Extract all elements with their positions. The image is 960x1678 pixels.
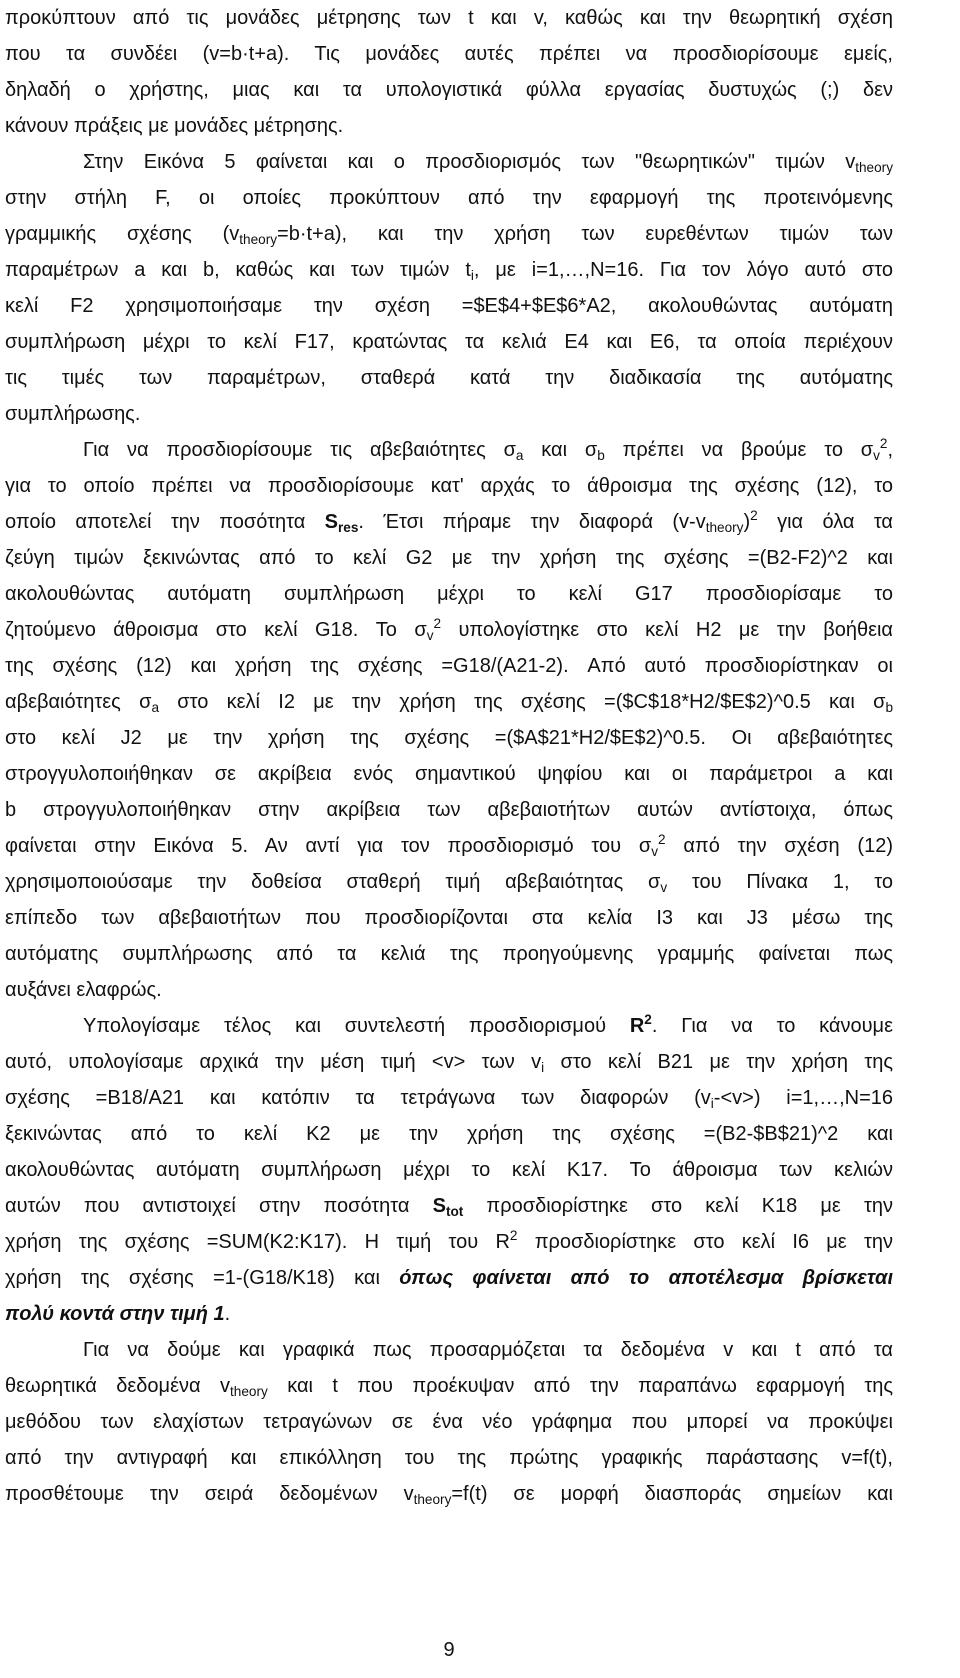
text-run: στρογγυλοποιήθηκαν σε ακρίβεια ενός σημαντικού ψηφίου και οι παράμετροι a και (5, 763, 893, 785)
text-line (5, 1008, 893, 1044)
text-run: που τα συνδέει (v=b·t+a). Τις μονάδες αυτές πρέπει να προσδιορίσουμε εμείς, (5, 43, 893, 65)
superscript-text: 2 (658, 831, 666, 847)
bold-text: R (629, 1015, 645, 1037)
text-run: υπολογίστηκε στο κελί H2 με την βοήθεια (441, 619, 893, 641)
paragraph (5, 0, 893, 144)
subscript-text: i (710, 1096, 714, 1112)
text-run: =f(t) σε μορφή διασποράς σημείων και (451, 1483, 893, 1505)
subscript-text: a (515, 448, 524, 464)
text-run: Στην Εικόνα 5 φαίνεται και ο προσδιορισμός των "θεωρητικών" τιμών v (83, 151, 856, 173)
text-line (5, 720, 893, 756)
text-line (5, 540, 893, 576)
subscript-text: b (885, 700, 893, 716)
text-line (5, 72, 893, 108)
text-run: μεθόδου των ελαχίστων τετραγώνων σε ένα νέο γράφημα που μπορεί να προκύψει (5, 1411, 893, 1433)
text-run: ) (743, 511, 751, 533)
text-run: πρέπει να βρούμε το σ (604, 439, 874, 461)
text-run: ακολουθώντας αυτόματη συμπλήρωση μέχρι το κελί K17. Το άθροισμα των κελιών (5, 1159, 893, 1181)
text-run: Για να προσδιορίσουμε τις αβεβαιότητες σ (83, 439, 516, 461)
text-run: και σ (523, 439, 598, 461)
bold-text: S (432, 1195, 446, 1217)
text-run: χρήση της σχέσης =1-(G18/K18) και (5, 1267, 400, 1289)
text-line (5, 324, 893, 360)
subscript-text: v (651, 844, 659, 860)
text-run: αυτό, υπολογίσαμε αρχικά την μέση τιμή <v> των v (5, 1051, 542, 1073)
paragraph (5, 144, 893, 432)
text-run: συμπλήρωση μέχρι το κελί F17, κρατώντας τα κελιά E4 και E6, τα οποία περιέχουν (5, 331, 893, 353)
text-run: για το οποίο πρέπει να προσδιορίσουμε κατ' αρχάς το άθροισμα της σχέσης (12), το (5, 475, 893, 497)
text-line (5, 900, 893, 936)
subscript-text: theory (229, 1384, 268, 1400)
text-run: οποίο αποτελεί την ποσότητα (5, 511, 325, 533)
text-line (5, 108, 893, 144)
text-line (5, 972, 893, 1008)
text-run: φαίνεται στην Εικόνα 5. Αν αντί για τον προσδιορισμό του σ (5, 835, 652, 857)
text-line (5, 1296, 893, 1332)
text-run: γραμμικής σχέσης (v (5, 223, 240, 245)
subscript-text: v (426, 628, 434, 644)
subscript-text: v (660, 880, 668, 896)
text-line (5, 216, 893, 252)
text-run: προσδιορίστηκε στο κελί K18 με την (463, 1195, 893, 1217)
text-run: προσθέτουμε την σειρά δεδομένων v (5, 1483, 414, 1505)
text-run: σχέσης =B18/A21 και κατόπιν τα τετράγωνα των διαφορών (v (5, 1087, 711, 1109)
text-line (5, 468, 893, 504)
bold-italic-text: πολύ κοντά στην τιμή 1 (5, 1303, 225, 1325)
text-run: ξεκινώντας από το κελί K2 με την χρήση της σχέσης =(B2-$B$21)^2 και (5, 1123, 893, 1145)
text-line (5, 1224, 893, 1260)
text-run: ακολουθώντας αυτόματη συμπλήρωση μέχρι το κελί G17 προσδιορίσαμε το (5, 583, 893, 605)
bold-text: S (324, 511, 338, 533)
text-line (5, 0, 893, 36)
text-line (5, 1080, 893, 1116)
text-line (5, 432, 893, 468)
text-run: επίπεδο των αβεβαιοτήτων που προσδιορίζονται στα κελία I3 και J3 μέσω της (5, 907, 893, 929)
text-run: . Έτσι πήραμε την διαφορά (v-v (358, 511, 706, 533)
text-run: ζητούμενο άθροισμα στο κελί G18. Το σ (5, 619, 427, 641)
bold-italic-text: όπως φαίνεται από το αποτέλεσμα βρίσκεται (399, 1267, 893, 1289)
text-line (5, 1332, 893, 1368)
subscript-text: b (597, 448, 605, 464)
subscript-text: a (151, 700, 159, 716)
text-run: για όλα τα (757, 511, 893, 533)
subscript-text: theory (705, 520, 744, 536)
page-body (5, 0, 893, 1512)
text-run: στο κελί J2 με την χρήση της σχέσης =($A$21*H2/$E$2)^0.5. Οι αβεβαιότητες (5, 727, 893, 749)
text-line (5, 504, 893, 540)
text-run: . (224, 1303, 231, 1325)
text-run: χρήση της σχέσης =SUM(K2:K17). Η τιμή του R (5, 1231, 510, 1253)
text-run: τις τιμές των παραμέτρων, σταθερά κατά την διαδικασία της αυτόματης (5, 367, 893, 389)
subscript-text: i (541, 1060, 545, 1076)
text-run: αυτόματης συμπλήρωσης από τα κελιά της προηγούμενης γραμμής φαίνεται πως (5, 943, 893, 965)
text-run: , (887, 439, 893, 461)
text-line (5, 360, 893, 396)
text-run: της σχέσης (12) και χρήση της σχέσης =G18/(A21-2). Από αυτό προσδιορίστηκαν οι (5, 655, 893, 677)
subscript-text: i (470, 268, 474, 284)
text-run: =b·t+a), και την χρήση των ευρεθέντων τιμών των (277, 223, 893, 245)
text-run: από την σχέση (12) (665, 835, 893, 857)
text-run: προκύπτουν από τις μονάδες μέτρησης των t και v, καθώς και την θεωρητική σχέση (5, 7, 893, 29)
text-line (5, 1044, 893, 1080)
text-run: προσδιορίστηκε στο κελί I6 με την (517, 1231, 893, 1253)
text-line (5, 1368, 893, 1404)
text-line (5, 1260, 893, 1296)
text-line (5, 144, 893, 180)
text-line (5, 1404, 893, 1440)
superscript-text: 2 (879, 435, 888, 451)
text-run: . Για να το κάνουμε (651, 1015, 893, 1037)
text-line (5, 1188, 893, 1224)
bold-subscript-text: tot (445, 1204, 464, 1220)
superscript-text: 2 (750, 507, 758, 523)
text-run: -<v>) i=1,…,N=16 (713, 1087, 893, 1109)
text-line (5, 684, 893, 720)
page-number: 9 (443, 1639, 455, 1661)
text-run: κάνουν πράξεις με μονάδες μέτρησης. (5, 115, 344, 137)
text-line (5, 756, 893, 792)
text-run: συμπλήρωσης. (5, 403, 141, 425)
subscript-text: theory (413, 1492, 452, 1508)
text-run: Υπολογίσαμε τέλος και συντελεστή προσδιορισμού (83, 1015, 630, 1037)
text-line (5, 36, 893, 72)
bold-superscript-text: 2 (644, 1011, 652, 1027)
text-run: χρησιμοποιούσαμε την δοθείσα σταθερή τιμή αβεβαιότητας σ (5, 871, 661, 893)
text-run: ζεύγη τιμών ξεκινώντας από το κελί G2 με την χρήση της σχέσης =(B2-F2)^2 και (5, 547, 893, 569)
text-run: , με i=1,…,N=16. Για τον λόγο αυτό στο (473, 259, 893, 281)
superscript-text: 2 (433, 615, 442, 631)
paragraph (5, 1332, 893, 1512)
text-line (5, 828, 893, 864)
text-run: κελί F2 χρησιμοποιήσαμε την σχέση =$E$4+$E$6*A2, ακολουθώντας αυτόματη (5, 295, 893, 317)
text-line (5, 1440, 893, 1476)
text-line (5, 1152, 893, 1188)
text-line (5, 648, 893, 684)
text-run: στην στήλη F, οι οποίες προκύπτουν από την εφαρμογή της προτεινόμενης (5, 187, 893, 209)
text-line (5, 180, 893, 216)
subscript-text: theory (239, 232, 278, 248)
superscript-text: 2 (509, 1227, 518, 1243)
text-run: στο κελί I2 με την χρήση της σχέσης =($C$18*H2/$E$2)^0.5 και σ (159, 691, 886, 713)
text-line (5, 1116, 893, 1152)
paragraph (5, 432, 893, 1008)
text-line (5, 792, 893, 828)
text-line (5, 1476, 893, 1512)
paragraph (5, 1008, 893, 1332)
text-run: Για να δούμε και γραφικά πως προσαρμόζεται τα δεδομένα v και t από τα (83, 1339, 893, 1361)
text-run: δηλαδή ο χρήστης, μιας και τα υπολογιστικά φύλλα εργασίας δυστυχώς (;) δεν (5, 79, 893, 101)
subscript-text: theory (855, 160, 893, 176)
bold-subscript-text: res (338, 520, 359, 536)
text-run: στο κελί B21 με την χρήση της (544, 1051, 893, 1073)
text-run: αυξάνει ελαφρώς. (5, 979, 162, 1001)
text-line (5, 936, 893, 972)
text-line (5, 288, 893, 324)
text-run: του Πίνακα 1, το (667, 871, 893, 893)
text-line (5, 576, 893, 612)
text-run: παραμέτρων a και b, καθώς και των τιμών t (5, 259, 471, 281)
text-run: από την αντιγραφή και επικόλληση του της πρώτης γραφικής παράστασης v=f(t), (5, 1447, 893, 1469)
text-line (5, 252, 893, 288)
text-line (5, 612, 893, 648)
text-run: αβεβαιότητες σ (5, 691, 152, 713)
text-run: αυτών που αντιστοιχεί στην ποσότητα (5, 1195, 433, 1217)
text-line (5, 396, 893, 432)
text-run: b στρογγυλοποιήθηκαν στην ακρίβεια των αβεβαιοτήτων αυτών αντίστοιχα, όπως (5, 799, 893, 821)
text-run: θεωρητικά δεδομένα v (5, 1375, 230, 1397)
subscript-text: v (873, 448, 880, 464)
text-line (5, 864, 893, 900)
text-run: και t που προέκυψαν από την παραπάνω εφαρμογή της (267, 1375, 893, 1397)
